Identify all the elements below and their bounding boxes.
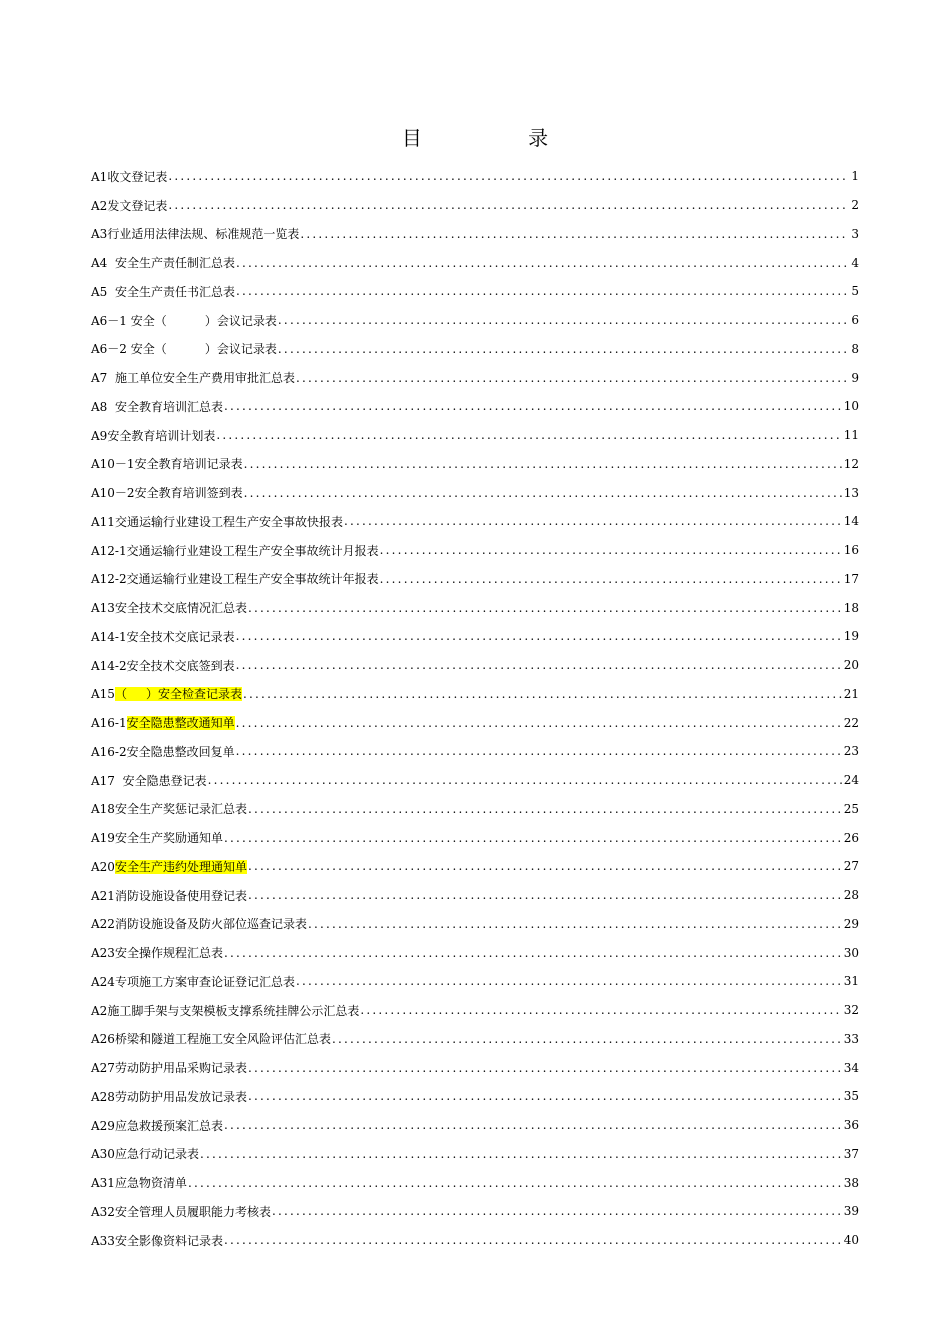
toc-entry-label	[91, 1002, 359, 1019]
dot-leader	[168, 198, 847, 212]
toc-page-number: 12	[843, 456, 859, 471]
toc-page-number: 40	[843, 1233, 859, 1248]
toc-page-number: 22	[843, 715, 859, 730]
dot-leader	[236, 629, 842, 643]
toc-entry-code: A4	[91, 256, 108, 271]
toc-entry-code: A17	[91, 773, 115, 788]
dot-leader	[308, 917, 842, 931]
toc-page-number: 25	[843, 801, 859, 816]
toc-entry-label	[91, 973, 295, 990]
toc-entry-title: （ ）安全检查记录表	[114, 687, 243, 702]
toc-entry-title: 安全管理人员履职能力考核表	[114, 1204, 271, 1219]
toc-entry-code: A31	[91, 1176, 115, 1191]
toc-entry-spacer	[107, 400, 115, 414]
toc-entry-label	[91, 685, 242, 702]
toc-page-number: 39	[843, 1204, 859, 1219]
toc-entry-title: 安全操作规程汇总表	[114, 946, 223, 961]
toc-page-number: 28	[843, 888, 859, 903]
toc-page-number: 32	[843, 1003, 859, 1018]
toc-entry-code: A14-1	[91, 629, 127, 644]
toc-page-number: 21	[843, 686, 859, 701]
toc-entry-code: A32	[91, 1204, 115, 1219]
dot-leader	[344, 514, 842, 528]
toc-entry	[91, 248, 859, 277]
toc-entry-title: 安全生产奖励通知单	[114, 831, 223, 846]
toc-entry-title: 施工脚手架与支架模板支撑系统挂牌公示汇总表	[107, 1003, 360, 1018]
toc-entry	[91, 191, 859, 220]
toc-page-number: 24	[843, 773, 859, 788]
table-of-contents	[91, 162, 859, 1255]
toc-entry-label	[91, 340, 277, 357]
toc-entry-code: A14-2	[91, 658, 127, 673]
toc-page-number: 30	[843, 945, 859, 960]
toc-entry	[91, 306, 859, 335]
toc-entry-title: 消防设施设备及防火部位巡查记录表	[114, 917, 307, 932]
toc-entry-title: 劳动防护用品采购记录表	[114, 1061, 247, 1076]
toc-entry	[91, 1168, 859, 1197]
toc-entry-code: A12-2	[91, 572, 127, 587]
toc-entry-spacer	[107, 256, 115, 270]
dot-leader	[236, 284, 847, 298]
dot-leader	[236, 658, 842, 672]
toc-page-number: 29	[843, 916, 859, 931]
dot-leader	[296, 974, 842, 988]
toc-page-number: 37	[843, 1146, 859, 1161]
toc-entry-label	[91, 312, 277, 329]
toc-entry-code: A3	[91, 227, 108, 242]
toc-entry	[91, 421, 859, 450]
toc-entry-code: A11	[91, 514, 115, 529]
toc-entry-title: 安全教育培训记录表	[134, 457, 243, 472]
toc-entry-label	[91, 484, 243, 501]
page-title: 目 录	[401, 126, 599, 150]
toc-entry-code: A8	[91, 399, 108, 414]
toc-entry-title: 交通运输行业建设工程生产安全事故统计年报表	[126, 572, 379, 587]
toc-page-number: 17	[843, 571, 859, 586]
toc-entry-title: 行业适用法律法规、标准规范一览表	[107, 227, 300, 242]
toc-entry-title: 安全教育培训签到表	[134, 486, 243, 501]
toc-entry	[91, 1025, 859, 1054]
toc-entry	[91, 938, 859, 967]
toc-entry-title: 消防设施设备使用登记表	[114, 888, 247, 903]
toc-page-number: 38	[843, 1175, 859, 1190]
toc-entry-title: 安全隐患登记表	[122, 773, 207, 788]
toc-entry	[91, 996, 859, 1025]
toc-page-number: 4	[851, 255, 859, 270]
dot-leader	[244, 486, 842, 500]
toc-entry-title: 劳动防护用品发放记录表	[114, 1089, 247, 1104]
toc-entry	[91, 450, 859, 479]
toc-entry-label	[91, 714, 235, 731]
toc-entry-label	[91, 1174, 187, 1191]
toc-entry-label	[91, 628, 235, 645]
toc-page-number: 10	[843, 399, 859, 414]
toc-entry	[91, 565, 859, 594]
dot-leader	[300, 227, 847, 241]
toc-entry-label	[91, 427, 215, 444]
toc-page-number: 2	[851, 198, 859, 213]
toc-page-number: 3	[851, 226, 859, 241]
toc-entry-code: A2	[91, 198, 108, 213]
toc-entry-title: 安全生产奖惩记录汇总表	[114, 802, 247, 817]
toc-entry-title: 交通运输行业建设工程生产安全事故快报表	[114, 514, 343, 529]
toc-entry	[91, 162, 859, 191]
toc-entry-title: 收文登记表	[107, 169, 168, 184]
toc-entry-label	[91, 542, 379, 559]
toc-entry-title: 安全生产责任制汇总表	[114, 256, 235, 271]
toc-entry	[91, 1111, 859, 1140]
toc-page-number: 16	[843, 543, 859, 558]
toc-entry	[91, 823, 859, 852]
toc-entry-code: A33	[91, 1233, 115, 1248]
dot-leader	[248, 1061, 842, 1075]
toc-entry	[91, 593, 859, 622]
toc-entry	[91, 507, 859, 536]
toc-entry-title: 交通运输行业建设工程生产安全事故统计月报表	[126, 543, 379, 558]
toc-entry	[91, 708, 859, 737]
toc-entry	[91, 335, 859, 364]
toc-entry-label	[91, 455, 243, 472]
toc-entry-code: A1	[91, 169, 108, 184]
toc-entry-label	[91, 398, 223, 415]
toc-entry	[91, 1053, 859, 1082]
toc-entry-label	[91, 657, 235, 674]
toc-entry	[91, 881, 859, 910]
toc-entry-code: A10－2	[91, 486, 135, 501]
toc-entry	[91, 1140, 859, 1169]
dot-leader	[360, 1003, 841, 1017]
toc-entry-title: 安全生产违约处理通知单	[114, 859, 247, 874]
toc-entry-code: A5	[91, 284, 108, 299]
toc-entry-title: 安全教育培训计划表	[107, 428, 216, 443]
toc-entry-code: A2	[91, 1003, 108, 1018]
dot-leader	[224, 831, 842, 845]
dot-leader	[224, 399, 842, 413]
toc-page-number: 8	[851, 341, 859, 356]
toc-entry-title: 安全隐患整改回复单	[126, 744, 235, 759]
toc-page-number: 33	[843, 1031, 859, 1046]
toc-entry-label	[91, 225, 299, 242]
toc-entry-code: A23	[91, 946, 115, 961]
toc-entry	[91, 277, 859, 306]
toc-entry	[91, 1082, 859, 1111]
toc-entry-label	[91, 915, 307, 932]
toc-page-number: 23	[843, 744, 859, 759]
toc-entry	[91, 536, 859, 565]
toc-entry-label	[91, 168, 167, 185]
dot-leader	[200, 1147, 842, 1161]
toc-entry-code: A10－1	[91, 457, 135, 472]
dot-leader	[248, 859, 842, 873]
toc-page-number: 35	[843, 1089, 859, 1104]
toc-page-number: 19	[843, 629, 859, 644]
toc-entry-title: 应急行动记录表	[114, 1147, 199, 1162]
toc-entry-label	[91, 570, 379, 587]
toc-entry	[91, 680, 859, 709]
toc-entry-code: A18	[91, 802, 115, 817]
toc-entry	[91, 392, 859, 421]
toc-entry-label	[91, 1203, 271, 1220]
dot-leader	[243, 687, 842, 701]
toc-entry-title: 应急物资清单	[114, 1176, 187, 1191]
toc-entry	[91, 737, 859, 766]
toc-entry-code: A28	[91, 1089, 115, 1104]
toc-entry-label	[91, 369, 295, 386]
toc-entry-code: A30	[91, 1147, 115, 1162]
toc-entry-code: A12-1	[91, 543, 127, 558]
toc-page-number: 31	[843, 974, 859, 989]
toc-entry-label	[91, 197, 167, 214]
toc-entry-code: A16-1	[91, 716, 127, 731]
toc-entry-label	[91, 1059, 247, 1076]
toc-entry	[91, 795, 859, 824]
toc-entry-label	[91, 513, 343, 530]
toc-entry-title: 安全技术交底记录表	[126, 629, 235, 644]
dot-leader	[380, 543, 842, 557]
toc-page-number: 36	[843, 1118, 859, 1133]
toc-entry	[91, 363, 859, 392]
toc-entry-label	[91, 772, 207, 789]
toc-entry	[91, 651, 859, 680]
toc-entry-code: A9	[91, 428, 108, 443]
toc-entry	[91, 967, 859, 996]
dot-leader	[216, 428, 841, 442]
toc-entry-code: A20	[91, 859, 115, 874]
toc-entry	[91, 1197, 859, 1226]
toc-entry-title: 安全技术交底情况汇总表	[114, 601, 247, 616]
toc-entry	[91, 220, 859, 249]
toc-entry-label	[91, 800, 247, 817]
dot-leader	[224, 946, 842, 960]
toc-page-number: 26	[843, 830, 859, 845]
toc-page-number: 27	[843, 859, 859, 874]
toc-entry-title: 桥梁和隧道工程施工安全风险评估汇总表	[114, 1032, 331, 1047]
dot-leader	[248, 802, 842, 816]
toc-entry-code: A15	[91, 687, 115, 702]
dot-leader	[272, 1204, 842, 1218]
dot-leader	[278, 342, 847, 356]
toc-page-number: 11	[843, 428, 859, 443]
toc-entry-title: 专项施工方案审查论证登记汇总表	[114, 974, 295, 989]
dot-leader	[248, 601, 842, 615]
toc-page-number: 13	[843, 485, 859, 500]
toc-entry-code: A6－2	[91, 342, 127, 357]
dot-leader	[248, 1089, 842, 1103]
toc-entry	[91, 852, 859, 881]
toc-page-number: 20	[843, 658, 859, 673]
toc-entry	[91, 478, 859, 507]
toc-entry	[91, 1226, 859, 1255]
dot-leader	[236, 716, 842, 730]
toc-entry-label	[91, 858, 247, 875]
toc-entry	[91, 766, 859, 795]
toc-entry-label	[91, 944, 223, 961]
toc-entry-spacer	[107, 371, 115, 385]
toc-entry-spacer	[107, 285, 115, 299]
dot-leader	[224, 1233, 842, 1247]
toc-entry-label	[91, 1030, 331, 1047]
dot-leader	[248, 888, 842, 902]
toc-page-number: 9	[851, 370, 859, 385]
toc-entry-label	[91, 1117, 223, 1134]
dot-leader	[296, 371, 847, 385]
toc-entry-code: A19	[91, 831, 115, 846]
toc-entry-label	[91, 599, 247, 616]
toc-entry-code: A13	[91, 601, 115, 616]
toc-entry-title: 施工单位安全生产费用审批汇总表	[114, 371, 295, 386]
toc-entry-code: A16-2	[91, 744, 127, 759]
toc-page-number: 6	[851, 313, 859, 328]
toc-page-number: 1	[851, 169, 859, 184]
dot-leader	[380, 572, 842, 586]
toc-entry-title: 安全（ ）会议记录表	[130, 342, 277, 357]
dot-leader	[188, 1176, 842, 1190]
toc-entry-title: 安全教育培训汇总表	[114, 399, 223, 414]
toc-entry-title: 安全技术交底签到表	[126, 658, 235, 673]
toc-page-number: 5	[851, 284, 859, 299]
dot-leader	[236, 744, 842, 758]
toc-entry-code: A26	[91, 1032, 115, 1047]
toc-entry-code: A29	[91, 1118, 115, 1133]
toc-entry-title: 应急救援预案汇总表	[114, 1118, 223, 1133]
dot-leader	[278, 313, 847, 327]
dot-leader	[224, 1118, 842, 1132]
toc-entry-code: A22	[91, 917, 115, 932]
toc-entry-spacer	[115, 774, 123, 788]
toc-entry-label	[91, 1232, 223, 1249]
toc-entry-title: 安全生产责任书汇总表	[114, 284, 235, 299]
toc-page-number: 34	[843, 1060, 859, 1075]
toc-entry	[91, 622, 859, 651]
toc-entry-code: A24	[91, 974, 115, 989]
dot-leader	[236, 256, 847, 270]
toc-entry-label	[91, 743, 235, 760]
dot-leader	[244, 457, 842, 471]
dot-leader	[332, 1032, 842, 1046]
toc-entry-title: 安全（ ）会议记录表	[130, 313, 277, 328]
toc-entry-label	[91, 283, 235, 300]
toc-entry-code: A21	[91, 888, 115, 903]
toc-entry-label	[91, 1088, 247, 1105]
dot-leader	[168, 169, 847, 183]
toc-page-number: 14	[843, 514, 859, 529]
toc-entry-label	[91, 829, 223, 846]
toc-entry-title: 安全隐患整改通知单	[126, 716, 235, 731]
toc-entry-code: A27	[91, 1061, 115, 1076]
toc-entry-title: 发文登记表	[107, 198, 168, 213]
toc-entry	[91, 910, 859, 939]
toc-page-number: 18	[843, 600, 859, 615]
dot-leader	[208, 773, 842, 787]
toc-entry-code: A7	[91, 371, 108, 386]
toc-entry-label	[91, 1145, 199, 1162]
toc-entry-code: A6－1	[91, 313, 127, 328]
toc-entry-title: 安全影像资料记录表	[114, 1233, 223, 1248]
toc-entry-label	[91, 887, 247, 904]
toc-entry-label	[91, 254, 235, 271]
